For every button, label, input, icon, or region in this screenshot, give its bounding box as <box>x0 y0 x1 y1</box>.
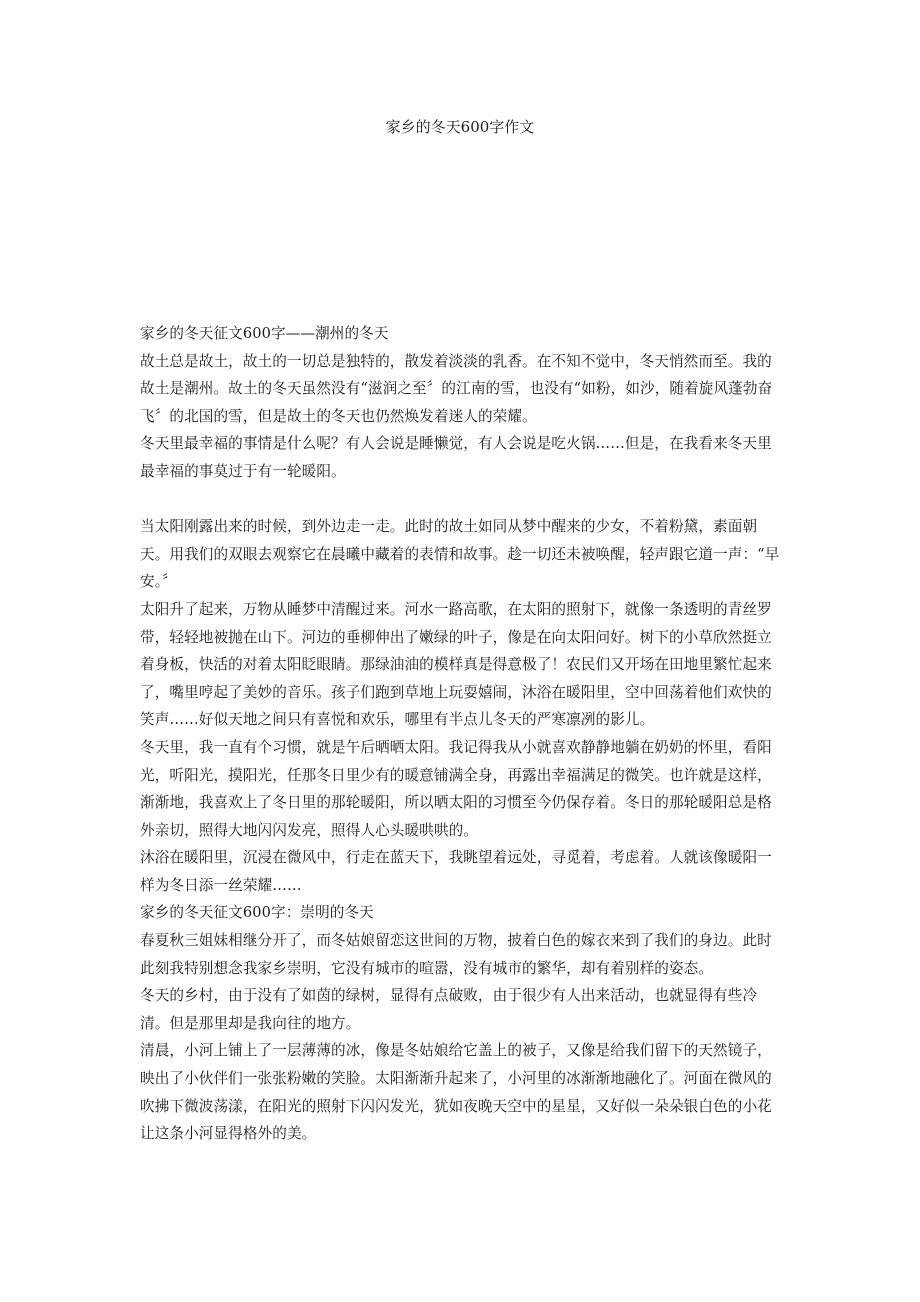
section-heading: 家乡的冬天征文600字——潮州的冬天 <box>140 325 389 342</box>
document-body <box>140 320 785 1148</box>
paragraph: 故土总是故土，故土的一切总是独特的，散发着淡淡的乳香。在不知不觉中，冬天悄然而至。我的故土是潮州。故土的冬天虽然没有“滋润之至〞的江南的雪，也没有“如粉，如沙，随着旋风蓬勃奋飞〞的北国的雪，但是故土的冬天也仍然焕发着迷人的荣耀。 <box>140 352 773 425</box>
document-title: 家乡的冬天600字作文 <box>385 118 535 136</box>
paragraph: 太阳升了起来，万物从睡梦中清醒过来。河水一路高歌，在太阳的照射下，就像一条透明的青丝罗带，轻轻地被抛在山下。河边的垂柳伸出了嫩绿的叶子，像是在向太阳问好。树下的小草欣然挺立着身板，快活的对着太阳眨眼睛。那绿油油的模样真是得意极了！农民们又开场在田地里繁忙起来了，嘴里哼起了美妙的音乐。孩子们跑到草地上玩耍嬉闹，沐浴在暖阳里，空中回荡着他们欢快的笑声……好似天地之间只有喜悦和欢乐，哪里有半点儿冬天的严寒凛冽的影儿。 <box>140 600 772 729</box>
paragraph: 冬天里，我一直有个习惯，就是午后晒晒太阳。我记得我从小就喜欢静静地躺在奶奶的怀里，看阳光，听阳光，摸阳光，任那冬日里少有的暖意铺满全身，再露出幸福满足的微笑。也许就是这样，渐渐地，我喜欢上了冬日里的那轮暖阳，所以晒太阳的习惯至今仍保存着。冬日的那轮暖阳总是格外亲切，照得大地闪闪发亮，照得人心头暖哄哄的。 <box>140 738 772 839</box>
section-heading: 家乡的冬天征文600字：崇明的冬天 <box>140 904 374 922</box>
paragraph: 当太阳刚露出来的时候，到外边走一走。此时的故土如同从梦中醒来的少女，不着粉黛，素面朝天。用我们的双眼去观察它在晨曦中藏着的表情和故事。趁一切还未被唤醒，轻声跟它道一声：“早安。〞 <box>140 518 780 591</box>
paragraph: 春夏秋三姐妹相继分开了，而冬姑娘留恋这世间的万物，披着白色的嫁衣来到了我们的身边。此时此刻我特别想念我家乡崇明，它没有城市的喧嚣，没有城市的繁华，却有着别样的姿态。 <box>140 932 772 977</box>
paragraph: 冬天的乡村，由于没有了如茵的绿树，显得有点破败，由于很少有人出来活动，也就显得有些冷清。但是那里却是我向往的地方。 <box>140 987 758 1032</box>
paragraph: 冬天里最幸福的事情是什么呢？有人会说是睡懒觉，有人会说是吃火锅……但是，在我看来冬天里最幸福的事莫过于有一轮暖阳。 <box>140 435 772 480</box>
paragraph: 沐浴在暖阳里，沉浸在微风中，行走在蓝天下，我眺望着远处，寻觅着，考虑着。人就该像暖阳一样为冬日添一丝荣耀…… <box>140 849 772 894</box>
blank-line <box>140 486 785 514</box>
paragraph: 清晨，小河上铺上了一层薄薄的冰，像是冬姑娘给它盖上的被子，又像是给我们留下的天然镜子，映出了小伙伴们一张张粉嫩的笑脸。太阳渐渐升起来了，小河里的冰渐渐地融化了。河面在微风的吹拂下微波荡漾，在阳光的照射下闪闪发光，犹如夜晚天空中的星星，又好似一朵朵银白色的小花让这条小河显得格外的美。 <box>140 1042 772 1143</box>
